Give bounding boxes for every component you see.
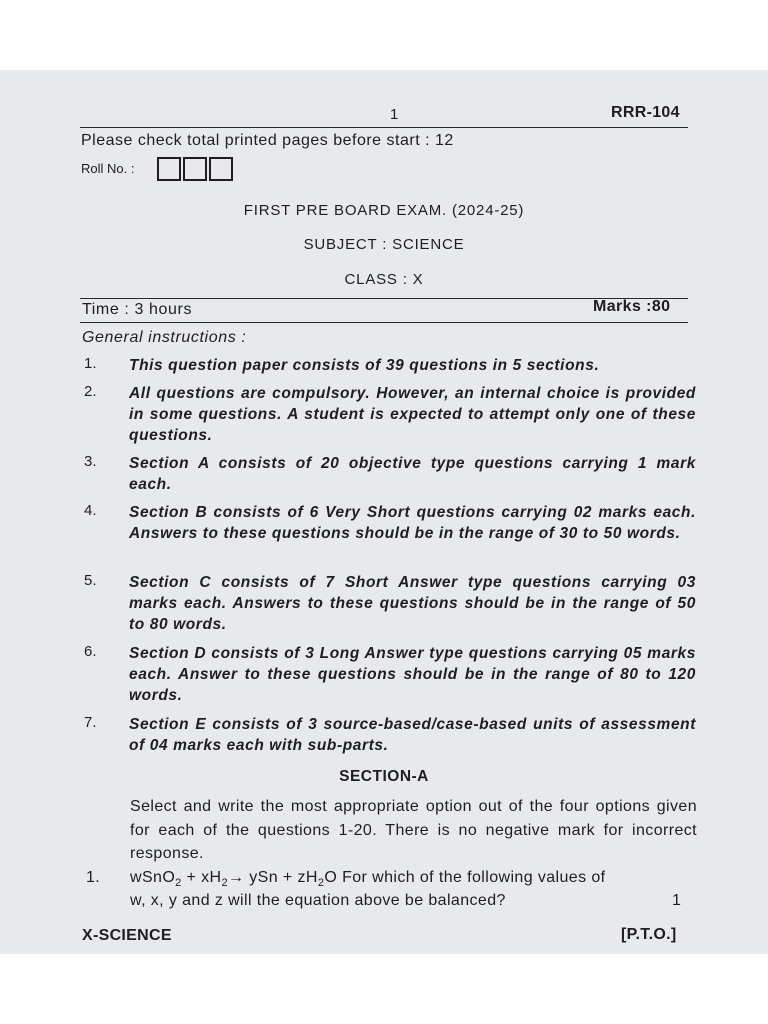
- instruction-text: All questions are compulsory. However, an internal choice is provided in some questions. A student is expected to attempt only one of these questions.: [129, 385, 696, 444]
- subject-title: SUBJECT : SCIENCE: [303, 236, 465, 253]
- instruction-number: 3.: [84, 453, 97, 470]
- instruction-number: 4.: [84, 502, 97, 519]
- question-1-line-2: w, x, y and z will the equation above be balanced?: [130, 892, 506, 909]
- subscript: 2: [317, 877, 325, 890]
- class-title: CLASS : X: [344, 271, 424, 288]
- instruction-text: Section C consists of 7 Short Answer type questions carrying 03 marks each. Answers to these questions should be in the range of 50 to 80 words.: [129, 574, 696, 633]
- instruction-number: 1.: [84, 355, 97, 372]
- roll-box-3[interactable]: [209, 157, 233, 181]
- question-1-text: For which of the following values of: [337, 869, 606, 886]
- check-pages-note: Please check total printed pages before start : 12: [81, 132, 454, 149]
- subscript: 2: [175, 877, 182, 890]
- roll-box-1[interactable]: [157, 157, 181, 181]
- header-rule: [80, 127, 688, 128]
- instruction-text: Section A consists of 20 objective type questions carrying 1 mark each.: [129, 455, 696, 493]
- equation-products: ySn + zH: [244, 869, 318, 886]
- equation-product-o: O: [324, 869, 338, 886]
- instructions-heading: General instructions :: [82, 329, 247, 346]
- footer-pto: [P.T.O.]: [621, 926, 677, 943]
- instruction-text: This question paper consists of 39 questions in 5 sections.: [129, 357, 600, 374]
- subscript: 2: [221, 877, 229, 890]
- time-rule-bottom: [80, 322, 688, 323]
- footer-subject: X-SCIENCE: [82, 927, 172, 944]
- section-a-intro: Select and write the most appropriate option out of the four options given for each of the questions 1-20. There is no negative mark for incorrect response.: [130, 798, 697, 862]
- instruction-number: 2.: [84, 383, 97, 400]
- instruction-number: 6.: [84, 643, 97, 660]
- exam-title: FIRST PRE BOARD EXAM. (2024-25): [243, 202, 525, 219]
- instruction-text: Section E consists of 3 source-based/case-based units of assessment of 04 marks each with sub-parts.: [129, 716, 696, 754]
- roll-box-2[interactable]: [183, 157, 207, 181]
- question-1-number: 1.: [86, 869, 101, 886]
- time-allowed: Time : 3 hours: [82, 301, 193, 318]
- section-a-heading: SECTION-A: [339, 768, 429, 785]
- page-number: 1: [390, 106, 399, 123]
- instruction-text: Section D consists of 3 Long Answer type questions carrying 05 marks each. Answer to these questions should be in the range of 80 to 120 words.: [129, 645, 696, 704]
- instruction-number: 7.: [84, 714, 97, 731]
- max-marks: Marks :80: [593, 298, 671, 315]
- paper-code: RRR-104: [611, 104, 680, 121]
- roll-label: Roll No. :: [81, 161, 135, 176]
- reaction-arrow-icon: →: [228, 869, 245, 886]
- equation-reactant-2: + xH: [181, 869, 222, 886]
- instruction-number: 5.: [84, 572, 97, 589]
- instruction-text: Section B consists of 6 Very Short questions carrying 02 marks each. Answers to these questions should be in the range of 30 to 50 words.: [129, 504, 696, 542]
- equation-reactant-1: wSnO: [130, 869, 176, 886]
- question-1-marks: 1: [672, 892, 682, 909]
